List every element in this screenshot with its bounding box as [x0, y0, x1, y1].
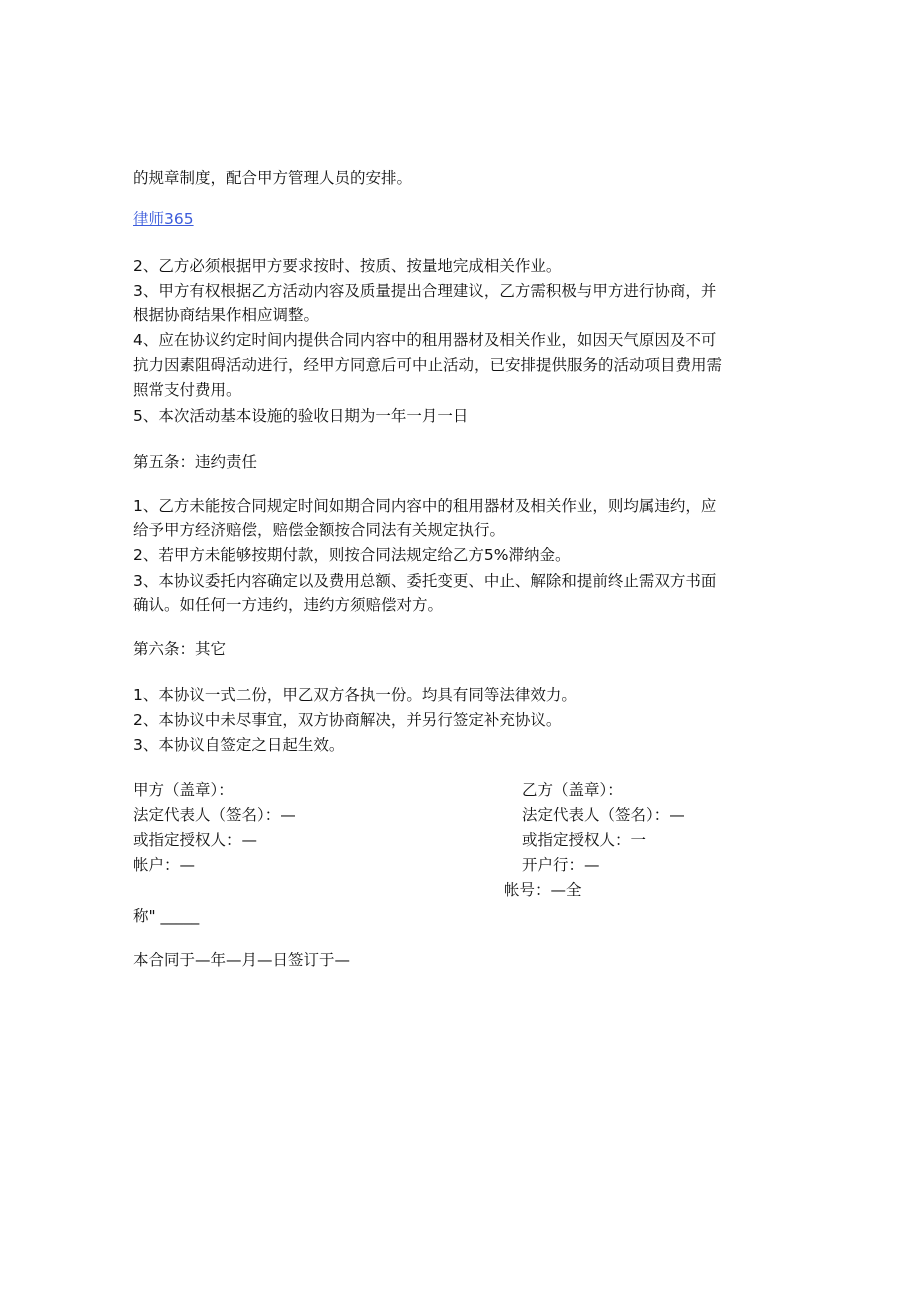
section4-item-4-line3: 照常支付费用。 [133, 381, 242, 399]
party-a-rep: 法定代表人（签名）：— [133, 806, 296, 824]
lawyer365-link[interactable]: 律师365 [133, 210, 194, 228]
article5-title: 第五条：违约责任 [133, 453, 258, 471]
party-a-seal: 甲方（盖章）： [133, 781, 234, 799]
article6-title: 第六条：其它 [133, 640, 227, 658]
section4-item-3-line2: 根据协商结果作相应调整。 [133, 306, 320, 324]
article5-item-3-line1: 3、本协议委托内容确定以及费用总额、委托变更、中止、解除和提前终止需双方书面 [133, 572, 717, 590]
article6-item-2: 2、本协议中未尽事宜，双方协商解决，并另行签定补充协议。 [133, 711, 562, 729]
article5-item-3-line2: 确认。如任何一方违约，违约方须赔偿对方。 [133, 596, 444, 614]
article6-item-1: 1、本协议一式二份，甲乙双方各执一份。均具有同等法律效力。 [133, 686, 577, 704]
party-b-agent: 或指定授权人：一 [522, 831, 647, 849]
party-b-bank: 开户行：— [522, 856, 600, 874]
party-b-seal: 乙方（盖章）： [522, 781, 623, 799]
party-b-account-no: 帐号：—全 [504, 881, 582, 899]
party-a-account: 帐户：— [133, 856, 196, 874]
article5-item-1-line2: 给予甲方经济赔偿，赔偿金额按合同法有关规定执行。 [133, 521, 506, 539]
section4-item-4-line2: 抗力因素阻碍活动进行，经甲方同意后可中止活动，已安排提供服务的活动项目费用需 [133, 356, 723, 374]
article5-item-2: 2、若甲方未能够按期付款，则按合同法规定给乙方5%滞纳金。 [133, 546, 571, 564]
section4-item-3-line1: 3、甲方有权根据乙方活动内容及质量提出合理建议，乙方需积极与甲方进行协商，并 [133, 282, 717, 300]
section4-item-2: 2、乙方必须根据甲方要求按时、按质、按量地完成相关作业。 [133, 257, 562, 275]
intro-line: 的规章制度，配合甲方管理人员的安排。 [133, 169, 413, 187]
article5-item-1-line1: 1、乙方未能按合同规定时间如期合同内容中的租用器材及相关作业，则均属违约，应 [133, 497, 717, 515]
name-line: 称" _____ [133, 907, 200, 925]
party-a-agent: 或指定授权人：— [133, 831, 258, 849]
article6-item-3: 3、本协议自签定之日起生效。 [133, 736, 345, 754]
signing-line: 本合同于—年—月—日签订于— [133, 951, 351, 969]
party-b-rep: 法定代表人（签名）：— [522, 806, 685, 824]
section4-item-5: 5、本次活动基本设施的验收日期为一年一月一日 [133, 407, 469, 425]
section4-item-4-line1: 4、应在协议约定时间内提供合同内容中的租用器材及相关作业，如因天气原因及不可 [133, 331, 717, 349]
